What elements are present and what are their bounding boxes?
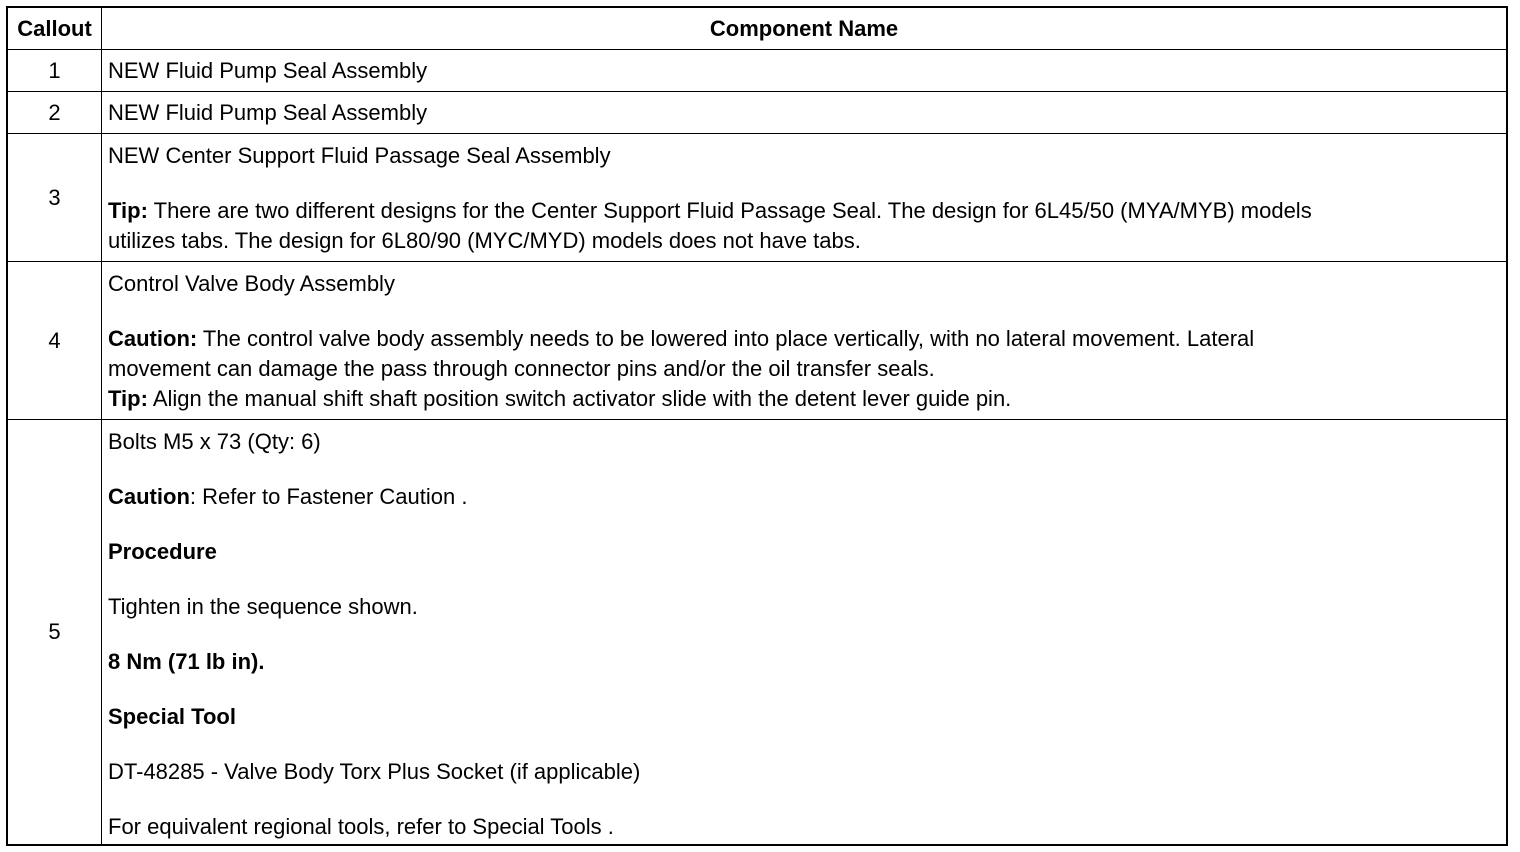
table-row <box>8 420 1506 844</box>
header-callout: Callout <box>8 8 102 49</box>
component-cell <box>102 420 1506 844</box>
callout-number: 2 <box>8 92 102 133</box>
tip-text: There are two different designs for the Center Support Fluid Passage Seal. The design for 6L45/50 (MYA/MYB) models <box>147 198 1312 223</box>
table-row <box>8 92 1506 134</box>
table-header-row <box>8 8 1506 50</box>
component-name: NEW Fluid Pump Seal Assembly <box>108 99 428 125</box>
tip-label: Tip: <box>108 198 148 223</box>
regional-tools-text: For equivalent regional tools, refer to Special Tools . <box>108 814 614 839</box>
caution-label: Caution: <box>108 326 198 351</box>
component-name: Bolts M5 x 73 (Qty: 6) <box>108 429 321 454</box>
component-name: NEW Center Support Fluid Passage Seal Assembly <box>108 143 611 168</box>
caution-label: Caution <box>108 484 190 509</box>
tip-note <box>108 384 1496 414</box>
special-tool-heading: Special Tool <box>108 704 236 729</box>
callout-number: 1 <box>8 50 102 91</box>
caution-note <box>108 482 1496 512</box>
component-cell <box>102 262 1506 419</box>
procedure-heading: Procedure <box>108 539 217 564</box>
table-row <box>8 134 1506 262</box>
procedure-text: Tighten in the sequence shown. <box>108 594 418 619</box>
table-row <box>8 50 1506 92</box>
callout-number: 5 <box>8 420 102 844</box>
header-component-name: Component Name <box>709 15 899 41</box>
component-cell <box>102 134 1506 261</box>
tip-label: Tip: <box>108 386 148 411</box>
callout-number: 4 <box>8 262 102 419</box>
callout-number: 3 <box>8 134 102 261</box>
caution-text: The control valve body assembly needs to be lowered into place vertically, with no lateral movement. Lateral <box>197 326 1255 351</box>
table-row <box>8 262 1506 420</box>
tip-text-continued: utilizes tabs. The design for 6L80/90 (MYC/MYD) models does not have tabs. <box>108 228 861 253</box>
caution-note <box>108 324 1496 354</box>
special-tool-text: DT-48285 - Valve Body Torx Plus Socket (if applicable) <box>108 759 641 784</box>
component-name: Control Valve Body Assembly <box>108 271 395 296</box>
torque-spec: 8 Nm (71 lb in). <box>108 649 265 674</box>
caution-text: : Refer to Fastener Caution . <box>189 484 468 509</box>
component-table <box>6 6 1508 846</box>
component-name: NEW Fluid Pump Seal Assembly <box>108 57 428 83</box>
tip-text: Align the manual shift shaft position switch activator slide with the detent lever guide pin. <box>147 386 1012 411</box>
caution-text-continued: movement can damage the pass through connector pins and/or the oil transfer seals. <box>108 356 935 381</box>
tip-note <box>108 196 1496 226</box>
